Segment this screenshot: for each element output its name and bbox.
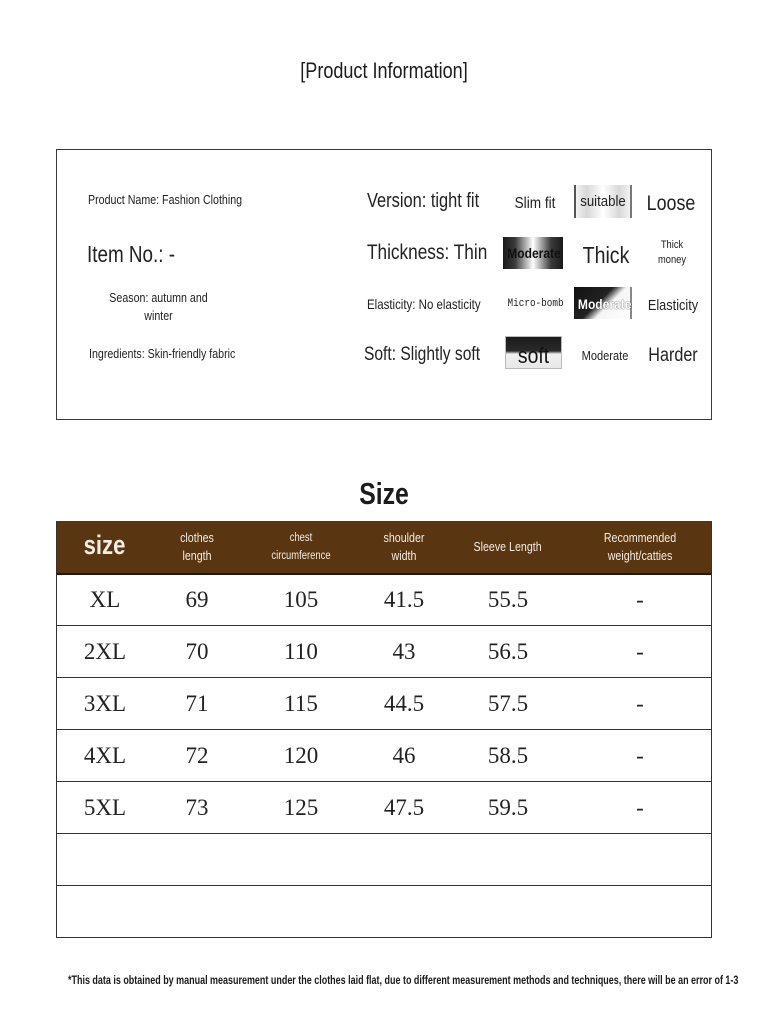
table-header [57,521,711,573]
cell-weight: - [636,638,644,664]
attribute-label: Version: tight fit [367,190,480,212]
cell-shoulder: 44.5 [383,690,425,716]
attribute-row-elasticity [57,286,711,326]
attribute-row-thickness [57,235,711,275]
cell-chest: 110 [284,638,318,664]
column-header-chest-circumference: chest circumference [271,532,331,562]
size-chart-table [56,521,712,938]
column-header-shoulder-width: shoulder width [383,530,425,563]
option-thick: Thick [582,242,630,268]
attribute-label: Soft: Slightly soft [364,344,481,365]
cell-sleeve: 57.5 [487,690,529,716]
table-row-empty [57,885,711,937]
option-harder: Harder [648,345,698,366]
cell-shoulder: 43 [392,638,416,664]
cell-clothes-length: 69 [185,587,209,612]
season: Season: autumn and winter [109,290,208,323]
column-header-clothes-length: clothes length [180,530,214,563]
table-row [57,729,711,781]
cell-weight: - [636,690,644,716]
option-moderate-selected: Moderate [503,237,563,269]
product-name: Product Name: Fashion Clothing [88,192,243,207]
cell-weight: - [636,742,644,768]
cell-size: 2XL [83,638,127,664]
attribute-row-version [57,182,711,222]
table-row [57,677,711,729]
cell-sleeve: 56.5 [487,638,529,664]
cell-shoulder: 47.5 [383,794,425,820]
option-loose: Loose [646,192,696,215]
attribute-label: Elasticity: No elasticity [367,296,481,312]
item-number: Item No.: - [87,241,176,267]
table-row [57,573,711,625]
cell-size: 3XL [83,690,127,716]
option-elasticity: Elasticity [647,297,699,314]
ingredients: Ingredients: Skin-friendly fabric [89,346,236,361]
attribute-label: Thickness: Thin [367,241,488,264]
column-header-recommended-weight: Recommended weight/catties [603,530,677,563]
cell-shoulder: 46 [392,742,416,768]
product-information-title: [Product Information] [300,58,468,83]
option-moderate: Moderate [581,348,629,363]
cell-clothes-length: 70 [185,638,209,664]
cell-chest: 125 [283,794,319,820]
cell-weight: - [636,794,644,820]
cell-clothes-length: 71 [185,690,209,716]
cell-chest: 115 [284,690,318,716]
option-thick-money: Thick money [657,239,687,266]
cell-weight: - [636,587,644,612]
column-header-sleeve-length: Sleeve Length [473,539,543,554]
option-soft-selected: soft [505,336,562,369]
option-suitable-selected: suitable [574,185,632,218]
cell-sleeve: 58.5 [487,742,529,768]
option-moderate-selected: Moderate [574,287,632,319]
column-header-size: size [84,529,126,560]
measurement-footnote: *This data is obtained by manual measurement under the clothes laid flat, due to different measurement methods and techniques, there will be an error of 1-3 [68,975,739,987]
option-slim-fit: Slim fit [514,195,556,212]
cell-sleeve: 55.5 [487,587,529,612]
cell-clothes-length: 72 [185,742,209,768]
size-chart-title: Size [359,476,409,511]
cell-sleeve: 59.5 [487,794,529,820]
cell-size: 4XL [83,742,127,768]
product-info-box [56,149,712,420]
option-micro-bomb: Micro-bomb [507,298,564,310]
table-row-empty [57,833,711,885]
cell-size: 5XL [83,794,127,820]
cell-shoulder: 41.5 [383,587,425,612]
cell-clothes-length: 73 [185,794,209,820]
cell-size: XL [89,587,121,612]
table-row [57,781,711,833]
table-row [57,625,711,677]
attribute-row-soft [57,336,711,376]
cell-chest: 120 [283,742,319,768]
cell-chest: 105 [283,587,319,612]
